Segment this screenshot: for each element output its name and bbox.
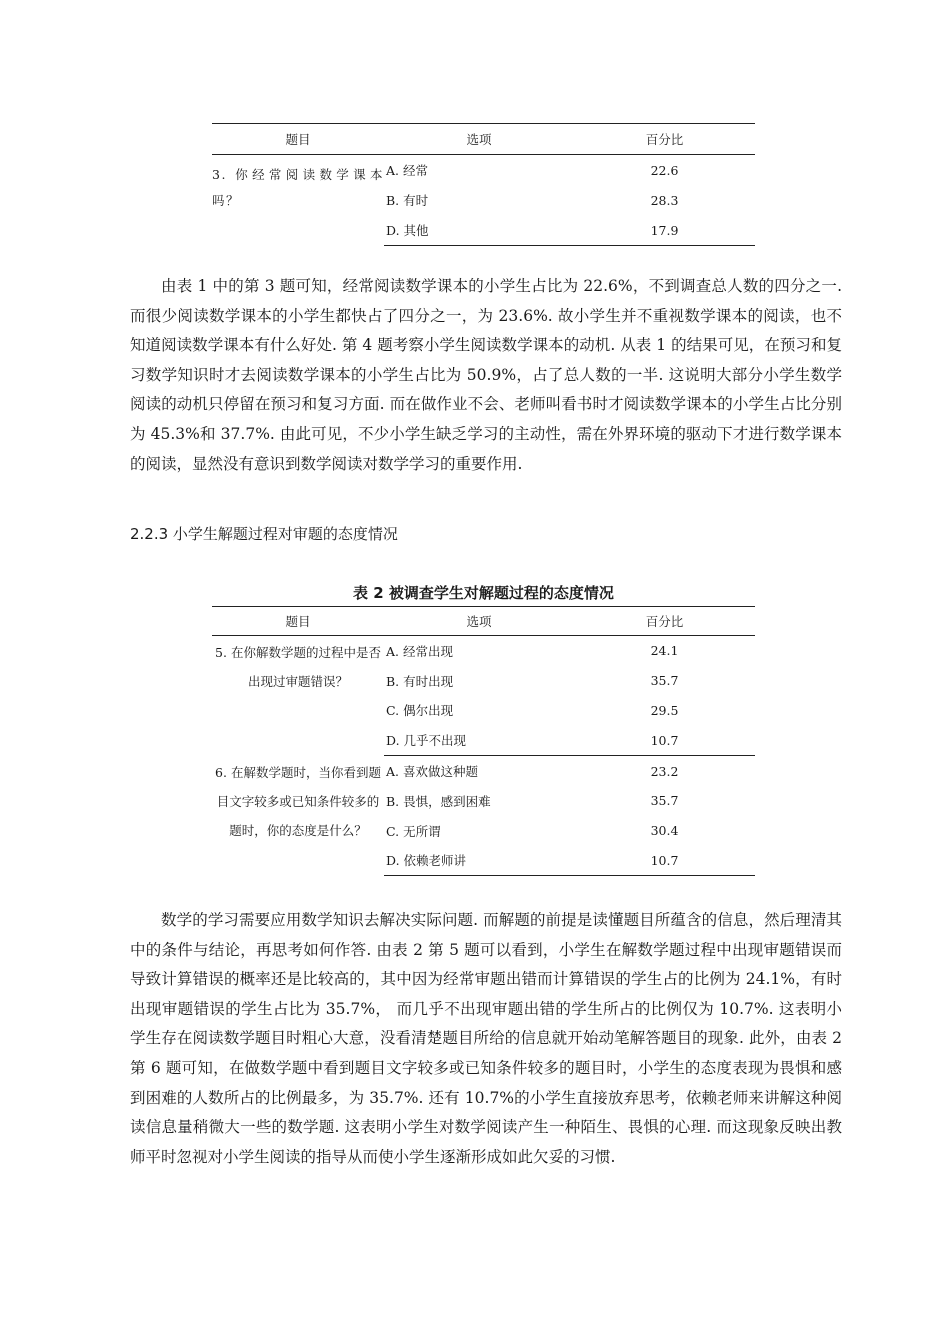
table-row <box>212 636 755 666</box>
header-option: 选项 <box>384 607 574 636</box>
option-cell: C. 无所谓 <box>386 823 441 839</box>
option-cell: B. 有时 <box>386 193 429 208</box>
percent-cell: 35.7 <box>650 673 679 689</box>
percent-cell: 17.9 <box>574 215 755 246</box>
option-cell: D. 依赖老师讲 <box>384 846 574 876</box>
body-paragraph-1: 由表 1 中的第 3 题可知，经常阅读数学课本的小学生占比为 22.6%，不到调查总人数的四分之一. 而很少阅读数学课本的小学生都快占了四分之一，为 23.6%. 故小学生并不重视数学课本的阅读，也不知道阅读数学课本有什么好处. 第 4 题考察小学生阅读数学课本的动机. 从表 1 的结果可见，在预习和复习数学知识时才去阅读数学课本的小学生占比为 50.9%，占了总人数的一半. 这说明大部分小学生数学阅读的动机只停留在预习和复习方面. 而在做作业不会、老师叫看书时才阅读数学课本的小学生占比分别为 45.3%和 37.7%. 由此可见，不少小学生缺乏学习的主动性，需在外界环境的驱动下才进行数学课本的阅读，显然没有意识到数学阅读对数学学习的重要作用. <box>130 277 842 473</box>
table-row <box>212 155 755 186</box>
option-cell: B. 畏惧，感到困难 <box>386 793 491 809</box>
option-cell: B. 有时出现 <box>386 673 454 689</box>
percent-cell: 22.6 <box>650 162 679 178</box>
header-percent: 百分比 <box>574 124 755 155</box>
table-row <box>212 756 755 786</box>
option-cell: C. 偶尔出现 <box>386 703 454 719</box>
percent-cell: 35.7 <box>650 793 679 809</box>
option-cell: A. 经常出现 <box>386 643 453 659</box>
table-header-row <box>212 124 755 155</box>
percent-cell: 10.7 <box>574 846 755 876</box>
percent-cell: 28.3 <box>650 192 679 208</box>
table-2-caption: 表 2 被调查学生对解题过程的态度情况 <box>353 584 614 602</box>
header-question: 题目 <box>212 607 384 636</box>
question-cell: 5. 在你解数学题的过程中是否出现过审题错误？ <box>215 645 381 689</box>
survey-table-1 <box>212 123 755 246</box>
option-cell: A. 经常 <box>386 163 428 178</box>
percent-cell: 29.5 <box>650 702 679 718</box>
percent-cell: 10.7 <box>574 725 755 755</box>
header-percent: 百分比 <box>574 607 755 636</box>
percent-cell: 24.1 <box>650 643 679 659</box>
question-cell: 6. 在解数学题时，当你看到题目文字较多或已知条件较多的题时，你的态度是什么？ <box>215 764 381 838</box>
header-option: 选项 <box>384 124 574 155</box>
section-heading: 2.2.3 小学生解题过程对审题的态度情况 <box>130 525 398 543</box>
body-paragraph-2: 数学的学习需要应用数学知识去解决实际问题. 而解题的前提是读懂题目所蕴含的信息，然后理清其中的条件与结论，再思考如何作答. 由表 2 第 5 题可以看到，小学生在解数学题过程中出现审题错误而导致计算错误的概率还是比较高的，其中因为经常审题出错而计算错误的学生占的比例为 24.1%，有时出现审题错误的学生占比为 35.7%， 而几乎不出现审题出错的学生所占的比例仅为 10.7%. 这表明小学生存在阅读数学题目时粗心大意，没看清楚题目所给的信息就开始动笔解答题目的现象. 此外，由表 2 第 6 题可知，在做数学题中看到题目文字较多或已知条件较多的题目时，小学生的态度表现为畏惧和感到困难的人数所占的比例最多，为 35.7%. 还有 10.7%的小学生直接放弃思考，依赖老师来讲解这种阅读信息量稍微大一些的数学题. 这表明小学生对数学阅读产生一种陌生、畏惧的心理. 而这现象反映出教师平时忽视对小学生阅读的指导从而使小学生逐渐形成如此欠妥的习惯. <box>130 911 842 1166</box>
percent-cell: 30.4 <box>650 823 679 839</box>
header-question: 题目 <box>212 124 384 155</box>
question-cell: 3. 你经常阅读数学课本吗？ <box>212 167 384 208</box>
table-header-row <box>212 607 755 636</box>
option-cell: D. 其他 <box>384 215 574 246</box>
survey-table-2 <box>212 606 755 876</box>
percent-cell: 23.2 <box>650 763 679 779</box>
option-cell: D. 几乎不出现 <box>384 725 574 755</box>
option-cell: A. 喜欢做这种题 <box>386 764 478 780</box>
